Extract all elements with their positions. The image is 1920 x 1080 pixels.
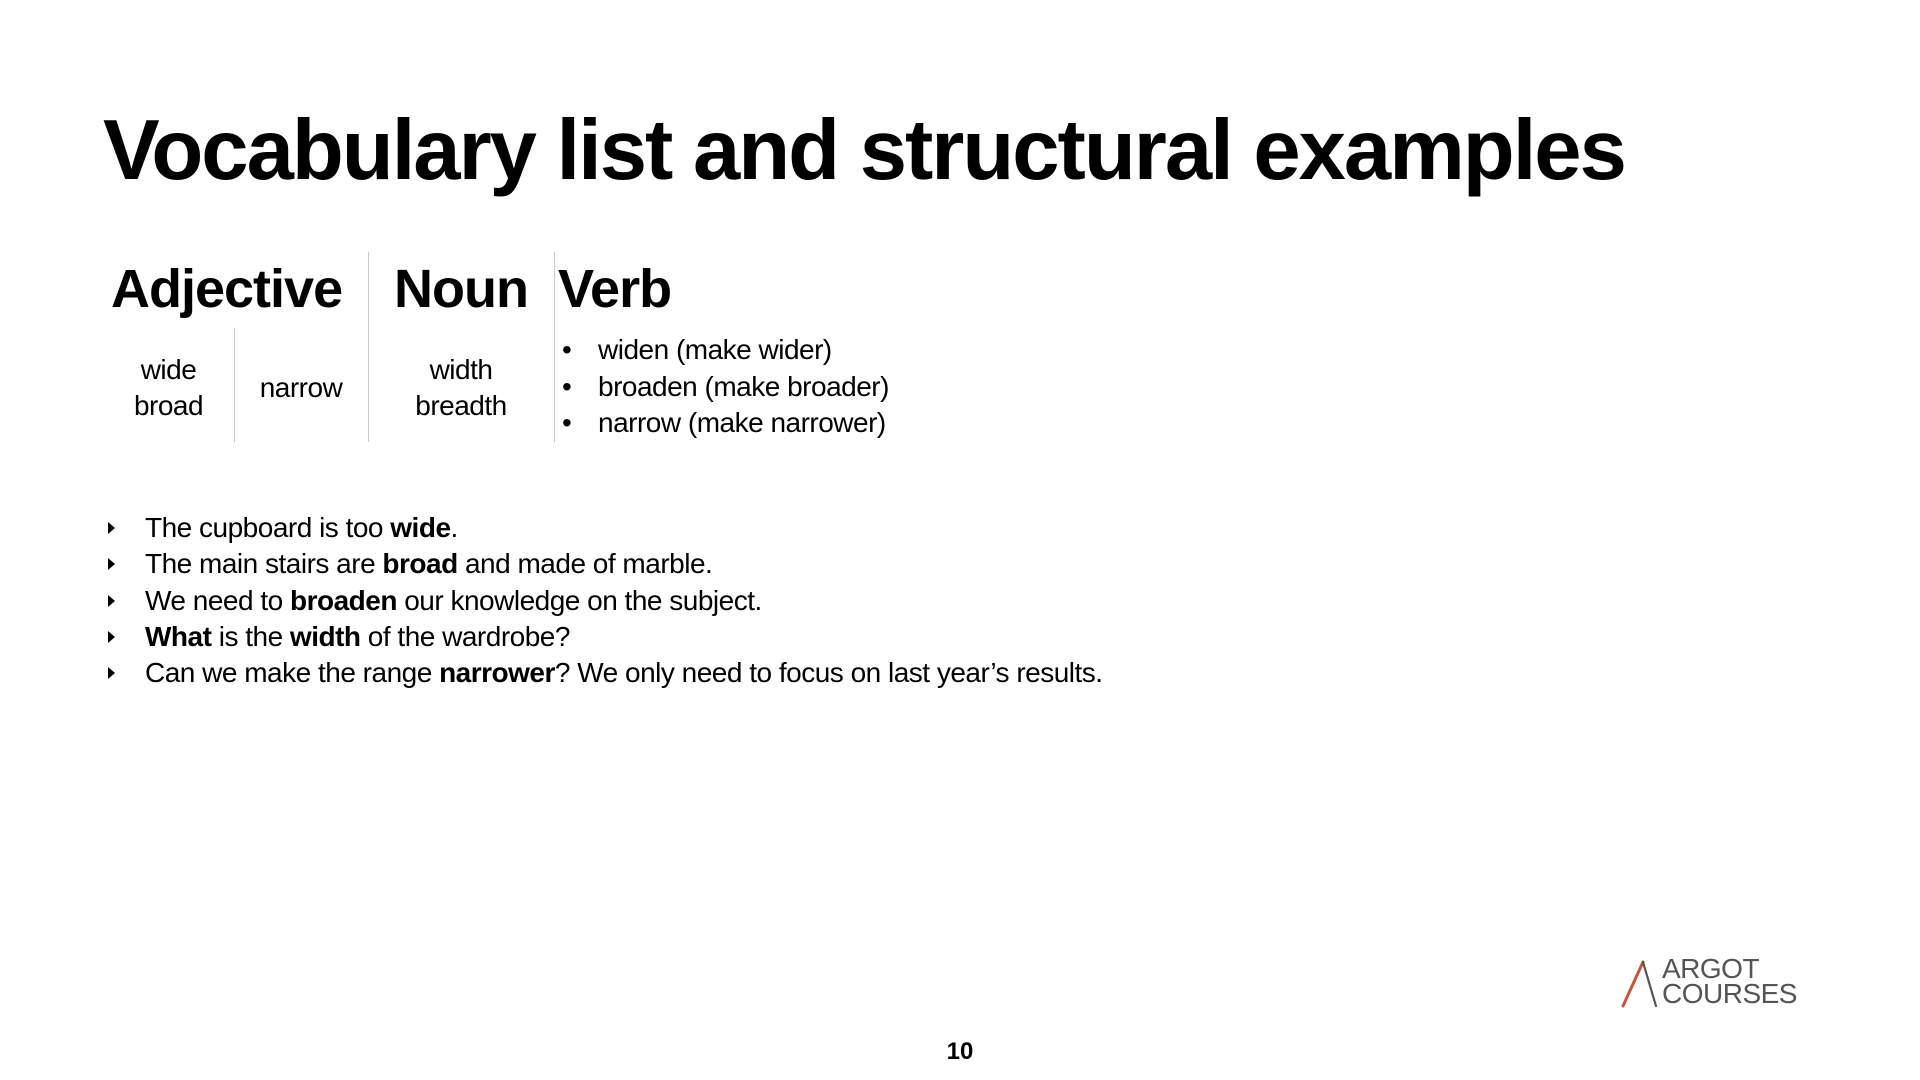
argot-courses-logo [1620, 953, 1800, 1009]
adjective-word: wide [140, 354, 197, 385]
adjective-header: Adjective [111, 259, 343, 319]
verb-column [554, 252, 1014, 442]
verb-list-item [562, 332, 889, 369]
slide-title: Vocabulary list and structural examples [103, 103, 1625, 198]
highlighted-word: What [145, 620, 212, 652]
bullet-icon: • [562, 407, 572, 438]
sentence-text: and made of marble. [457, 548, 713, 580]
verb-list-item [562, 369, 889, 406]
logo-mark-icon [1620, 960, 1658, 1008]
logo-line: ARGOT [1662, 953, 1760, 984]
triangle-bullet-icon [108, 631, 115, 643]
example-sentence [103, 546, 1103, 582]
sentence-text: We need to [145, 584, 290, 616]
example-sentence [103, 510, 1103, 546]
noun-column [368, 252, 554, 442]
verb-list-item [562, 405, 889, 442]
sentence-text: our knowledge on the subject. [396, 584, 762, 616]
logo-line: COURSES [1662, 978, 1797, 1009]
adjective-column [103, 252, 368, 442]
adjective-word: broad [133, 390, 204, 421]
example-sentences [103, 510, 1103, 691]
sentence-text: is the [211, 620, 290, 652]
noun-header: Noun [394, 259, 528, 319]
highlighted-word: narrower [439, 657, 555, 689]
noun-word: width [429, 354, 493, 385]
highlighted-word: width [289, 620, 361, 652]
sentence-text: . [450, 512, 458, 543]
highlighted-word: broad [382, 548, 458, 580]
sentence-text: The main stairs are [145, 548, 383, 580]
sentence-text: The cupboard is too [145, 512, 391, 543]
noun-word: breadth [415, 390, 507, 421]
bullet-icon: • [562, 370, 572, 402]
logo-text [1662, 953, 1797, 1009]
triangle-bullet-icon [108, 522, 115, 534]
adjective-word: narrow [259, 372, 343, 403]
triangle-bullet-icon [108, 595, 115, 607]
verb-header: Verb [558, 259, 672, 319]
bullet-icon: • [562, 334, 572, 365]
verb-text: widen (make wider) [598, 334, 832, 365]
page-number: 10 [946, 1038, 974, 1065]
example-sentence [103, 583, 1103, 619]
highlighted-word: broaden [289, 584, 397, 616]
sentence-text: Can we make the range [145, 657, 440, 689]
verb-text: narrow (make narrower) [598, 407, 886, 438]
triangle-bullet-icon [108, 667, 115, 679]
sentence-text: of the wardrobe? [360, 620, 570, 652]
verb-list [562, 332, 889, 442]
sentence-text: ? We only need to focus on last year’s results. [554, 657, 1103, 689]
example-sentence [103, 655, 1103, 691]
example-sentence [103, 619, 1103, 655]
triangle-bullet-icon [108, 558, 115, 570]
highlighted-word: wide [390, 512, 451, 543]
verb-text: broaden (make broader) [598, 370, 889, 402]
